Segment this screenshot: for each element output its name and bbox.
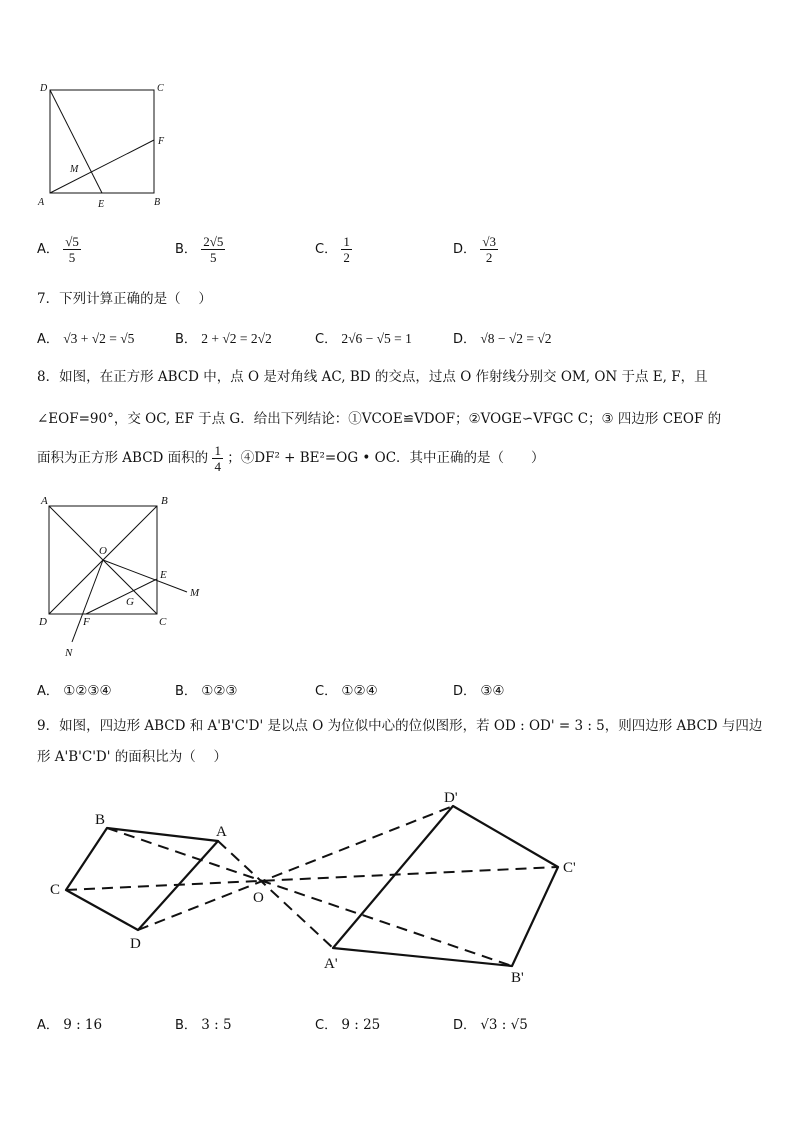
label-n-q8: N	[65, 647, 73, 659]
label-b-q9: B	[95, 812, 106, 828]
label-m: M	[70, 164, 79, 175]
label-a-q8: A	[41, 495, 48, 507]
segment-af	[50, 140, 154, 193]
label-a-q9: A	[216, 824, 227, 840]
quad-abcd	[66, 828, 218, 930]
figure-q9	[40, 780, 600, 995]
label-c: C	[157, 83, 164, 94]
q8-b-text: ①②③	[201, 683, 238, 699]
quad-apbpcpdp	[333, 806, 558, 966]
label-dp-q9: D'	[444, 790, 458, 806]
q8-a-text: ①②③④	[63, 683, 112, 699]
q7-option-d[interactable]: D． √8 − √2 = √2	[453, 331, 552, 347]
q6-option-b[interactable]: B． $\frac{2√5}{5}$	[175, 234, 224, 265]
label-c-q8: C	[159, 616, 167, 628]
label-m-q8: M	[190, 587, 200, 599]
q6-option-c[interactable]: C． $\frac{1}{2}$	[315, 234, 350, 265]
dashed-dd	[138, 806, 453, 930]
q9-d-text: √3 : √5	[480, 1017, 528, 1033]
label-c-q9: C	[50, 882, 61, 898]
q6-c-denominator: 2	[343, 250, 350, 265]
q8-frac-numerator: 1	[214, 443, 221, 458]
label-b: B	[154, 197, 161, 208]
q6-a-denominator: 5	[68, 250, 76, 265]
q8-frac-denominator: 4	[214, 459, 221, 474]
q9-stem-line2: 形 A'B'C'D' 的面积比为（ ）	[37, 749, 228, 765]
q9-a-text: 9 : 16	[63, 1017, 103, 1033]
label-g-q8: G	[126, 596, 134, 608]
square-abcd	[50, 90, 154, 193]
q9-b-text: 3 : 5	[201, 1017, 232, 1033]
ray-on	[72, 560, 103, 642]
label-o-q8: O	[99, 545, 107, 557]
q7-option-b[interactable]: B． 2 + √2 = 2√2	[175, 331, 272, 347]
q7-stem: 7．下列计算正确的是（ ）	[37, 291, 212, 307]
q9-option-a[interactable]: A． 9 : 16	[37, 1017, 103, 1033]
q7-option-a[interactable]: A． √3 + √2 = √5	[37, 331, 135, 347]
label-o-q9: O	[253, 890, 264, 906]
q6-d-denominator: 2	[485, 250, 493, 265]
label-d: D	[40, 83, 48, 94]
q8-stem-line3: 面积为正方形 ABCD 面积的 $\frac{1}{4}$ ；④DF² + BE²=OG • OC．其中正确的是（ ）	[37, 443, 545, 474]
q6-b-numerator: 2√5	[203, 234, 224, 249]
q9-option-d[interactable]: D． √3 : √5	[453, 1017, 528, 1033]
dashed-aa	[218, 841, 333, 948]
label-e-q8: E	[160, 569, 167, 581]
q6-b-denominator: 5	[210, 250, 217, 265]
q8-option-a[interactable]: A． ①②③④	[37, 683, 112, 699]
segment-de	[50, 90, 102, 193]
ray-om	[103, 560, 187, 592]
q7-b-expression: 2 + √2 = 2√2	[201, 331, 272, 346]
q9-option-b[interactable]: B． 3 : 5	[175, 1017, 232, 1033]
q6-c-numerator: 1	[343, 234, 350, 249]
label-f-q8: F	[83, 616, 90, 628]
q8-stem-line2: ∠EOF=90°，交 OC, EF 于点 G．给出下列结论：①VCOE≌VDOF；②VOGE∽VFGC C；③ 四边形 CEOF 的	[37, 411, 722, 427]
segment-ef	[86, 579, 157, 614]
q8-option-d[interactable]: D． ③④	[453, 683, 505, 699]
q8-d-text: ③④	[480, 683, 505, 699]
q9-option-c[interactable]: C． 9 : 25	[315, 1017, 381, 1033]
figure-q8	[30, 488, 220, 663]
label-d-q8: D	[39, 616, 47, 628]
q9-stem-line1: 9．如图，四边形 ABCD 和 A'B'C'D' 是以点 O 为位似中心的位似图形，若 OD : OD' = 3 : 5，则四边形 ABCD 与四边	[37, 718, 763, 734]
q6-a-numerator: √5	[65, 234, 79, 249]
q6-d-numerator: √3	[482, 234, 496, 249]
q7-option-c[interactable]: C． 2√6 − √5 = 1	[315, 331, 412, 347]
q6-option-a[interactable]: A． $\frac{√5}{5}$	[37, 234, 79, 265]
label-f: F	[158, 136, 165, 147]
label-b-q8: B	[161, 495, 168, 507]
q7-a-expression: √3 + √2 = √5	[63, 331, 135, 346]
q7-d-expression: √8 − √2 = √2	[480, 331, 552, 346]
q6-option-d[interactable]: D． $\frac{√3}{2}$	[453, 234, 496, 265]
q8-stem-line1: 8．如图，在正方形 ABCD 中，点 O 是对角线 AC, BD 的交点，过点 O 作射线分别交 OM, ON 于点 E, F，且	[37, 369, 708, 385]
q8-option-b[interactable]: B． ①②③	[175, 683, 238, 699]
label-bp-q9: B'	[511, 970, 524, 986]
q7-c-expression: 2√6 − √5 = 1	[341, 331, 412, 346]
label-d-q9: D	[130, 936, 141, 952]
figure-q6	[30, 78, 180, 213]
q9-c-text: 9 : 25	[341, 1017, 381, 1033]
q8-option-c[interactable]: C． ①②④	[315, 683, 378, 699]
q8-c-text: ①②④	[341, 683, 378, 699]
dashed-cc	[66, 867, 558, 890]
label-e: E	[98, 199, 105, 210]
label-ap-q9: A'	[324, 956, 338, 972]
label-cp-q9: C'	[563, 860, 576, 876]
label-a: A	[38, 197, 45, 208]
